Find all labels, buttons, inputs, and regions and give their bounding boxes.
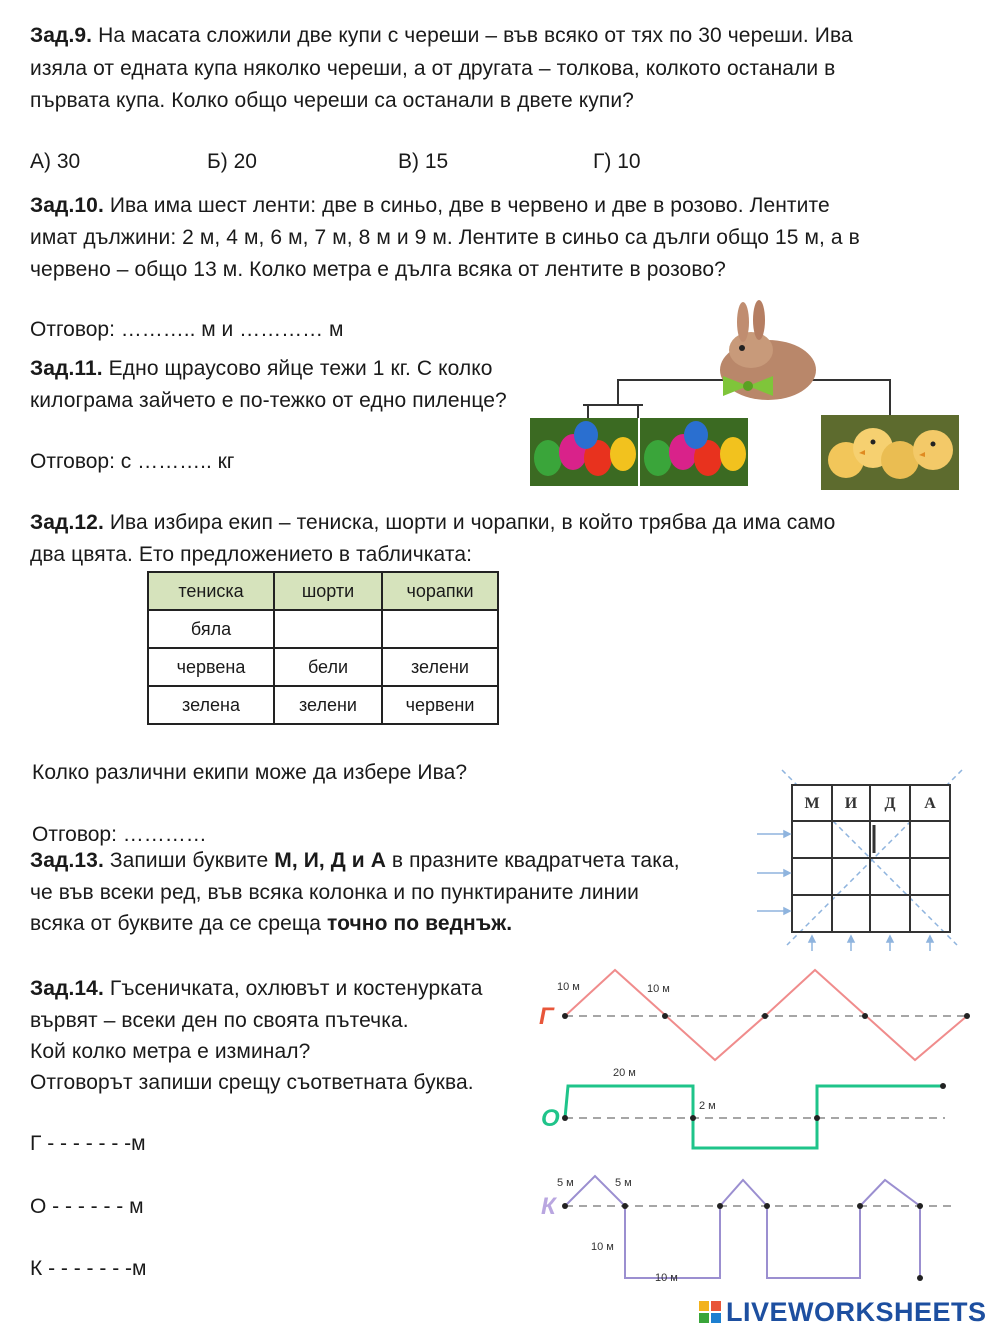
task12-line1 — [30, 507, 835, 539]
grid-letter-m: М — [804, 795, 820, 812]
table-row — [148, 610, 498, 648]
task10-text1: Ива има шест ленти: две в синьо, две в червено и две в розово. Лентите — [109, 194, 830, 217]
path-k-label1: 5 м — [557, 1177, 574, 1189]
grid-letter-i: И — [844, 795, 858, 812]
path-o — [541, 1067, 946, 1148]
task9-option-g[interactable]: Г) 10 — [593, 150, 641, 173]
task10-line3: червено – общо 13 м. Колко метра е дълга всяка от лентите в розово? — [30, 258, 726, 281]
chicks-image — [821, 415, 959, 490]
task12-label: Зад.12. — [30, 511, 104, 534]
task9-line2: изяла от едната купа няколко череши, а от другата – толкова, колкото останали в — [30, 57, 836, 80]
task9-option-a[interactable]: А) 30 — [30, 150, 81, 173]
bunny-image — [720, 300, 816, 400]
task10-label: Зад.10. — [30, 194, 104, 217]
path-g — [539, 970, 970, 1060]
answer-k-field[interactable]: К - - - - - - -м — [30, 1257, 147, 1280]
task13-line1 — [30, 845, 680, 877]
path-k-label4: 10 м — [655, 1272, 678, 1284]
table-header-cell: чорапки — [382, 572, 498, 610]
table-header-cell: шорти — [274, 572, 382, 610]
task14-line4: Отговорът запиши срещу съответната буква. — [30, 1071, 474, 1094]
table-cell: бели — [274, 648, 382, 686]
task13-line3 — [30, 908, 512, 940]
task12-line2: два цвята. Ето предложението в табличката: — [30, 543, 473, 566]
table-cell: червена — [148, 648, 274, 686]
task9-option-v[interactable]: В) 15 — [398, 150, 449, 173]
task14-label: Зад.14. — [30, 977, 104, 1000]
table-row — [148, 686, 498, 724]
task9-text1: На масата сложили две купи с череши – във всяко от тях по 30 череши. Ива — [98, 24, 853, 47]
task13-emphasis: точно по веднъж. — [327, 912, 513, 935]
grid-cell[interactable] — [794, 823, 830, 856]
task13-line2: че във всеки ред, във всяка колонка и по пунктираните линии — [30, 881, 640, 904]
task10-line2: имат дължини: 2 м, 4 м, 6 м, 7 м, 8 м и 9 м. Лентите в синьо са дълги общо 15 м, а в — [30, 226, 860, 249]
task11-text1: Едно щраусово яйце тежи 1 кг. С колко — [108, 357, 493, 380]
grid-cell[interactable] — [876, 823, 908, 856]
liveworksheets-brand: LIVEWORKSHEETS — [726, 1296, 987, 1327]
answer-o-field[interactable]: О - - - - - - м — [30, 1195, 144, 1218]
task14-text1: Гъсеничката, охлювът и костенурката — [109, 977, 483, 1000]
task13-label: Зад.13. — [30, 849, 104, 872]
grid-letter-a: А — [924, 795, 936, 812]
outfit-table — [147, 571, 499, 725]
table-cell: зелена — [148, 686, 274, 724]
task14-line1 — [30, 973, 483, 1005]
path-g-label2: 10 м — [647, 983, 670, 995]
task11-line1 — [30, 353, 493, 385]
answer-g-field[interactable]: Г - - - - - - -м — [30, 1132, 146, 1155]
eggs-image-1 — [530, 418, 638, 486]
eggs-image-2 — [640, 418, 748, 486]
task9-option-b[interactable]: Б) 20 — [207, 150, 257, 173]
task9-label: Зад.9. — [30, 24, 93, 47]
grid-letter-d: Д — [884, 795, 896, 812]
task13-text1b: в празните квадратчета така, — [386, 849, 680, 872]
task10-line1 — [30, 190, 830, 222]
task11-label: Зад.11. — [30, 357, 103, 380]
path-o-label2: 2 м — [699, 1100, 716, 1112]
liveworksheets-logo — [698, 1296, 987, 1328]
task10-answer[interactable]: Отговор: ……….. м и ………… м — [30, 318, 344, 341]
task11-illustration — [528, 300, 968, 495]
table-cell: зелени — [274, 686, 382, 724]
path-k — [541, 1176, 955, 1284]
task12-question: Колко различни екипи може да избере Ива? — [32, 761, 468, 784]
path-k-letter: К — [541, 1193, 556, 1220]
path-o-label1: 20 м — [613, 1067, 636, 1079]
grid-cell[interactable] — [912, 823, 948, 856]
table-cell: бяла — [148, 610, 274, 648]
path-o-letter: О — [541, 1105, 560, 1132]
task12-text1: Ива избира екип – тениска, шорти и чорапки, в който трябва да има само — [109, 511, 836, 534]
task9-line3: първата купа. Колко общо череши са останали в двете купи? — [30, 89, 634, 112]
task11-line2: килограма зайчето е по-тежко от едно пиленце? — [30, 389, 507, 412]
path-k-label2: 5 м — [615, 1177, 632, 1189]
letter-grid — [752, 765, 967, 955]
table-cell — [274, 610, 382, 648]
paths-diagram — [535, 968, 975, 1298]
task12-answer[interactable]: Отговор: ………… — [32, 823, 207, 846]
table-row — [148, 648, 498, 686]
task11-answer[interactable]: Отговор: с ……….. кг — [30, 450, 235, 473]
table-cell — [382, 610, 498, 648]
liveworksheets-logo-icon — [698, 1300, 722, 1324]
task14-line3: Кой колко метра е изминал? — [30, 1040, 311, 1063]
task9-line1 — [30, 20, 853, 52]
task13-letters: М, И, Д и А — [274, 849, 386, 872]
grid-cell[interactable] — [834, 823, 868, 856]
table-header-cell: тениска — [148, 572, 274, 610]
table-cell: зелени — [382, 648, 498, 686]
path-g-letter: Г — [539, 1003, 554, 1030]
table-header-row — [148, 572, 498, 610]
path-g-label1: 10 м — [557, 981, 580, 993]
task14-line2: вървят – всеки ден по своята пътечка. — [30, 1009, 409, 1032]
table-cell: червени — [382, 686, 498, 724]
task13-text1a: Запиши буквите — [109, 849, 275, 872]
task13-text3a: всяка от буквите да се среща — [30, 912, 327, 935]
path-k-label3: 10 м — [591, 1241, 614, 1253]
